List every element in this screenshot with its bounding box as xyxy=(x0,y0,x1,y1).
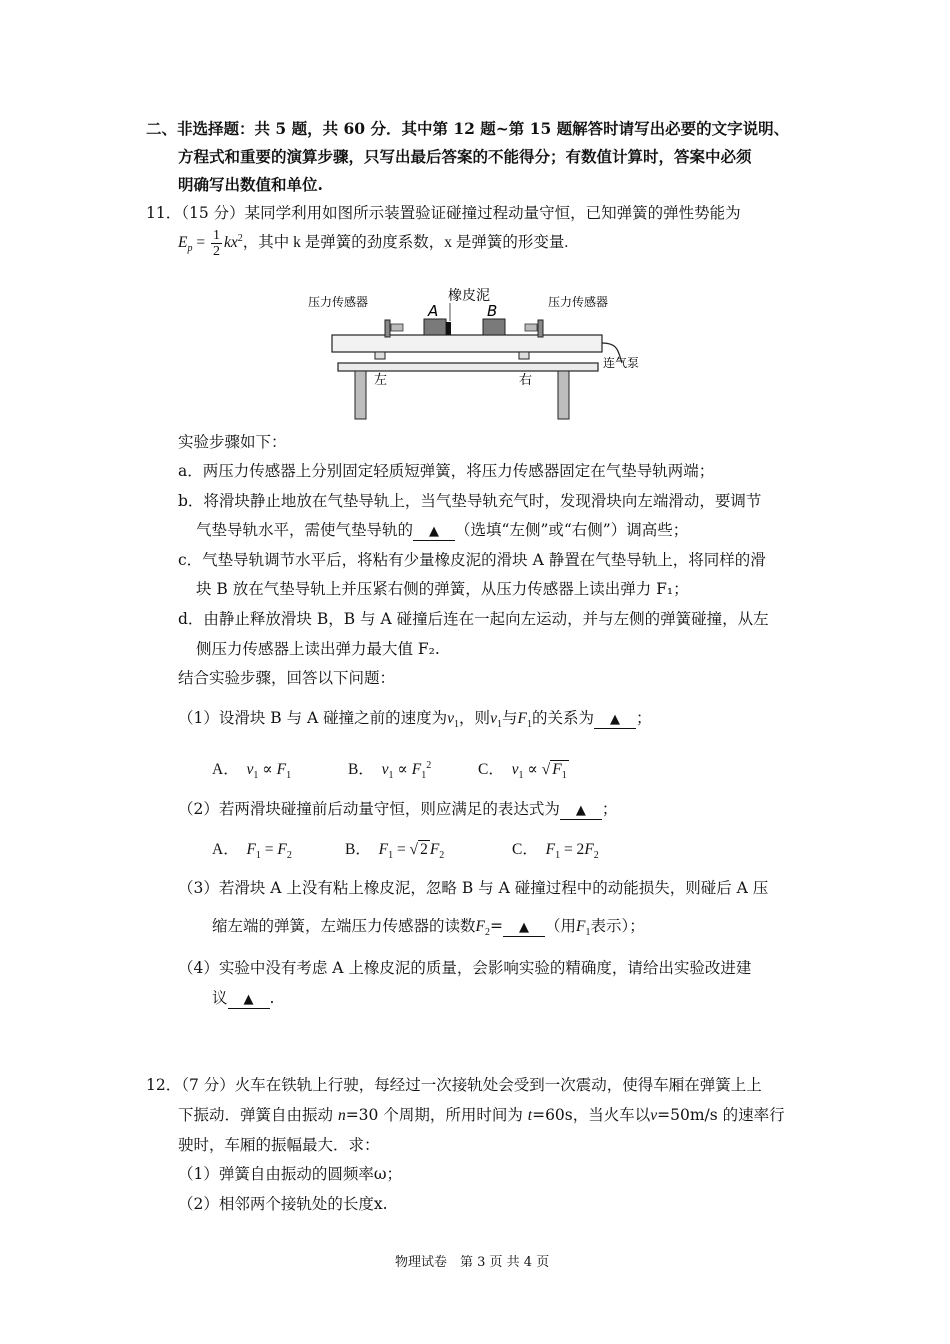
steps-title: 实验步骤如下： xyxy=(178,433,287,451)
label-left: 左 xyxy=(374,373,388,388)
answer-blank-4[interactable]: ▲ xyxy=(228,992,270,1009)
sub1-option-b[interactable]: B． $v_1 \propto F_1^2$ xyxy=(348,759,432,782)
right-pressure-sensor xyxy=(538,320,543,337)
q12-line1: 12．（7 分）火车在铁轨上行驶，每经过一次接轨处会受到一次震动，使得车厢在弹簧上上 xyxy=(146,1076,762,1094)
answer-blank-3[interactable]: ▲ xyxy=(503,920,545,937)
q12-part2: （2）相邻两个接轨处的长度x. xyxy=(178,1195,388,1213)
table-leg-left xyxy=(355,371,366,419)
right-spring xyxy=(525,324,537,331)
sub1-option-a[interactable]: A． $v_1 \propto F_1$ xyxy=(212,761,292,782)
slider-a xyxy=(424,319,446,335)
left-spring xyxy=(391,324,403,331)
sub3-line1: （3）若滑块 A 上没有粘上橡皮泥，忽略 B 与 A 碰撞过程中的动能损失，则碰后 A 压 xyxy=(178,879,769,897)
formula-ep: $E_p$ xyxy=(178,234,193,255)
section-heading-line2: 方程式和重要的演算步骤，只写出最后答案的不能得分；有数值计算时，答案中必须 xyxy=(178,147,752,166)
label-b: B xyxy=(487,302,498,320)
formula-tail: ，其中 k 是弹簧的劲度系数，x 是弹簧的形变量. xyxy=(242,234,569,252)
step-c-line2: 块 B 放在气垫导轨上并压紧右侧的弹簧，从压力传感器上读出弹力 F₁； xyxy=(196,580,689,598)
step-c-line1: c．气垫导轨调节水平后，将粘有少量橡皮泥的滑块 A 静置在气垫导轨上，将同样的滑 xyxy=(178,551,766,569)
sub2-line: （2）若两滑块碰撞前后动量守恒，则应满足的表达式为 ▲ ； xyxy=(178,800,618,818)
q11-score: （15 分） xyxy=(181,204,245,222)
air-track-rail xyxy=(332,335,602,352)
table-top xyxy=(338,363,598,371)
table-leg-right xyxy=(558,371,569,419)
step-d-line2: 侧压力传感器上读出弹力最大值 F₂. xyxy=(196,640,440,658)
q12-number: 12． xyxy=(146,1076,182,1094)
sub1-line: （1）设滑块 B 与 A 碰撞之前的速度为$v_1$，则$v_1$与$F_1$的关系为 ▲ ； xyxy=(178,709,652,731)
sub1-option-c[interactable]: C． $v_1$ ∝ √ $F_1$ xyxy=(478,761,567,782)
sub2-option-a[interactable]: A． $F_1 = F_2$ xyxy=(212,841,292,862)
label-a: A xyxy=(428,302,439,320)
answer-blank-1[interactable]: ▲ xyxy=(594,712,636,729)
answer-blank-2[interactable]: ▲ xyxy=(560,803,602,820)
left-pressure-sensor xyxy=(385,320,390,337)
air-track-figure xyxy=(300,283,660,423)
combine-text: 结合实验步骤，回答以下问题： xyxy=(178,669,396,687)
q11-number: 11． xyxy=(146,204,182,222)
step-b-line2: 气垫导轨水平，需使气垫导轨的 ▲ （选填“左侧”或“右侧”）调高些； xyxy=(196,521,689,539)
q12-line3: 驶时，车厢的振幅最大．求： xyxy=(178,1136,380,1154)
right-leveling-knob xyxy=(519,352,529,359)
label-right-sensor: 压力传感器 xyxy=(548,295,609,309)
step-a: a．两压力传感器上分别固定轻质短弹簧，将压力传感器固定在气垫导轨两端； xyxy=(178,462,715,480)
sub4-line2: 议 ▲ . xyxy=(212,989,275,1007)
q11-formula-line: $E_p$ = $\frac{1}{2}$ $kx^2$，其中 k 是弹簧的劲度系数，x 是弹簧的形变量. xyxy=(178,228,569,259)
q11-intro-text: 某同学利用如图所示装置验证碰撞过程动量守恒，已知弹簧的弹性势能为 xyxy=(244,204,741,222)
q11-intro xyxy=(146,201,741,223)
sub3-line2: 缩左端的弹簧，左端压力传感器的读数$F_2=$ ▲ （用$F_1$表示）； xyxy=(212,917,645,939)
left-leveling-knob xyxy=(375,352,385,359)
sub4-line1: （4）实验中没有考虑 A 上橡皮泥的质量，会影响实验的精确度，请给出实验改进建 xyxy=(178,959,752,977)
section-heading-line1: 二、非选择题：共 5 题，共 60 分．其中第 12 题~第 15 题解答时请写出必要的文字说明、 xyxy=(146,119,790,138)
label-clay: 橡皮泥 xyxy=(448,288,490,304)
step-b-line1: b．将滑块静止地放在气垫导轨上，当气垫导轨充气时，发现滑块向左端滑动，要调节 xyxy=(178,492,762,510)
formula-fraction: $\frac{1}{2}$ xyxy=(212,228,220,259)
page-footer: 物理试卷 第 3 页 共 4 页 xyxy=(395,1255,550,1270)
label-right: 右 xyxy=(519,373,533,388)
q12-line2: 下振动．弹簧自由振动 n=30 个周期，所用时间为 t=60s，当火车以v=50m/s 的速率行 xyxy=(178,1106,785,1124)
label-pump: 连气泵 xyxy=(603,356,640,370)
answer-blank-b[interactable]: ▲ xyxy=(413,524,455,541)
slider-b xyxy=(483,319,505,335)
sub2-option-b[interactable]: B． $F_1$ = √ 2 $F_2$ xyxy=(345,841,445,862)
q12-part1: （1）弹簧自由振动的圆频率ω； xyxy=(178,1165,403,1183)
sub2-option-c[interactable]: C． $F_1 = 2F_2$ xyxy=(512,841,599,862)
clay-block xyxy=(446,322,451,335)
step-d-line1: d．由静止释放滑块 B，B 与 A 碰撞后连在一起向左运动，并与左侧的弹簧碰撞，从左 xyxy=(178,610,769,628)
section-heading-line3: 明确写出数值和单位. xyxy=(178,175,323,194)
label-left-sensor: 压力传感器 xyxy=(308,295,369,309)
